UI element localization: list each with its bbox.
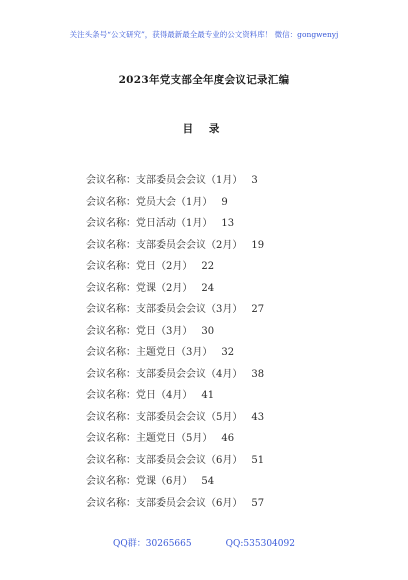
toc-entry-label: 会议名称：党日（4月） bbox=[86, 390, 193, 401]
toc-entry[interactable] bbox=[86, 450, 264, 472]
toc-entry-page: 30 bbox=[201, 325, 215, 337]
toc-entry[interactable] bbox=[86, 493, 264, 515]
toc-entry[interactable] bbox=[86, 342, 264, 364]
toc-entry-label: 会议名称：党员大会（1月） bbox=[86, 196, 213, 208]
toc-entry-label: 会议名称：支部委员会会议（6月） bbox=[86, 497, 243, 509]
toc-entry-page: 43 bbox=[251, 411, 265, 423]
toc-entry-page: 46 bbox=[221, 433, 235, 444]
toc-entry-page: 57 bbox=[251, 497, 265, 509]
toc-entry[interactable] bbox=[86, 256, 264, 278]
toc-entry[interactable] bbox=[86, 364, 264, 386]
toc-entry[interactable] bbox=[86, 385, 264, 407]
toc-entry-page: 24 bbox=[201, 282, 215, 294]
toc-entry-label: 会议名称：支部委员会会议（4月） bbox=[86, 368, 243, 380]
toc-entry[interactable] bbox=[86, 170, 264, 192]
toc-entry[interactable] bbox=[86, 407, 264, 429]
document-title: 2023年党支部全年度会议记录汇编 bbox=[118, 74, 290, 86]
toc-entry-page: 54 bbox=[201, 476, 215, 487]
toc-entry-label: 会议名称：党日（2月） bbox=[86, 261, 193, 272]
table-of-contents bbox=[86, 170, 264, 514]
toc-entry-label: 会议名称：主题党日（5月） bbox=[86, 433, 213, 444]
toc-entry-page: 27 bbox=[251, 304, 265, 315]
toc-entry[interactable] bbox=[86, 471, 264, 493]
toc-entry[interactable] bbox=[86, 213, 264, 235]
toc-entry[interactable] bbox=[86, 192, 264, 214]
footer-contact bbox=[0, 536, 408, 549]
toc-heading: 目 录 bbox=[182, 123, 226, 135]
toc-entry-label: 会议名称：党日（3月） bbox=[86, 325, 193, 337]
toc-entry-page: 38 bbox=[251, 368, 265, 380]
toc-entry[interactable] bbox=[86, 235, 264, 257]
toc-entry-label: 会议名称：支部委员会会议（2月） bbox=[86, 239, 243, 251]
toc-entry-page: 3 bbox=[251, 175, 258, 186]
top-banner: 关注头条号“公文研究”，获得最新最全最专业的公文资料库！ 微信：gongwenyj bbox=[69, 30, 339, 39]
toc-entry[interactable] bbox=[86, 428, 264, 450]
toc-entry-page: 9 bbox=[221, 196, 228, 208]
toc-entry-label: 会议名称：党课（2月） bbox=[86, 282, 193, 294]
toc-entry-label: 会议名称：党课（6月） bbox=[86, 476, 193, 487]
toc-entry[interactable] bbox=[86, 299, 264, 321]
toc-entry-label: 会议名称：支部委员会会议（5月） bbox=[86, 411, 243, 423]
toc-entry-page: 13 bbox=[221, 218, 235, 229]
toc-entry-label: 会议名称：主题党日（3月） bbox=[86, 347, 213, 358]
toc-entry-label: 会议名称：党日活动（1月） bbox=[86, 218, 213, 229]
toc-entry[interactable] bbox=[86, 321, 264, 343]
toc-entry-page: 51 bbox=[251, 454, 265, 466]
toc-entry[interactable] bbox=[86, 278, 264, 300]
toc-entry-page: 19 bbox=[251, 239, 265, 251]
toc-entry-page: 22 bbox=[201, 261, 215, 272]
toc-entry-page: 32 bbox=[221, 347, 235, 358]
qq-number: QQ:535304092 bbox=[225, 539, 295, 549]
toc-entry-page: 41 bbox=[201, 390, 215, 401]
qq-group-number: QQ群：30265665 bbox=[113, 539, 192, 549]
toc-entry-label: 会议名称：支部委员会会议（1月） bbox=[86, 175, 243, 186]
toc-entry-label: 会议名称：支部委员会会议（6月） bbox=[86, 454, 243, 466]
toc-entry-label: 会议名称：支部委员会会议（3月） bbox=[86, 304, 243, 315]
